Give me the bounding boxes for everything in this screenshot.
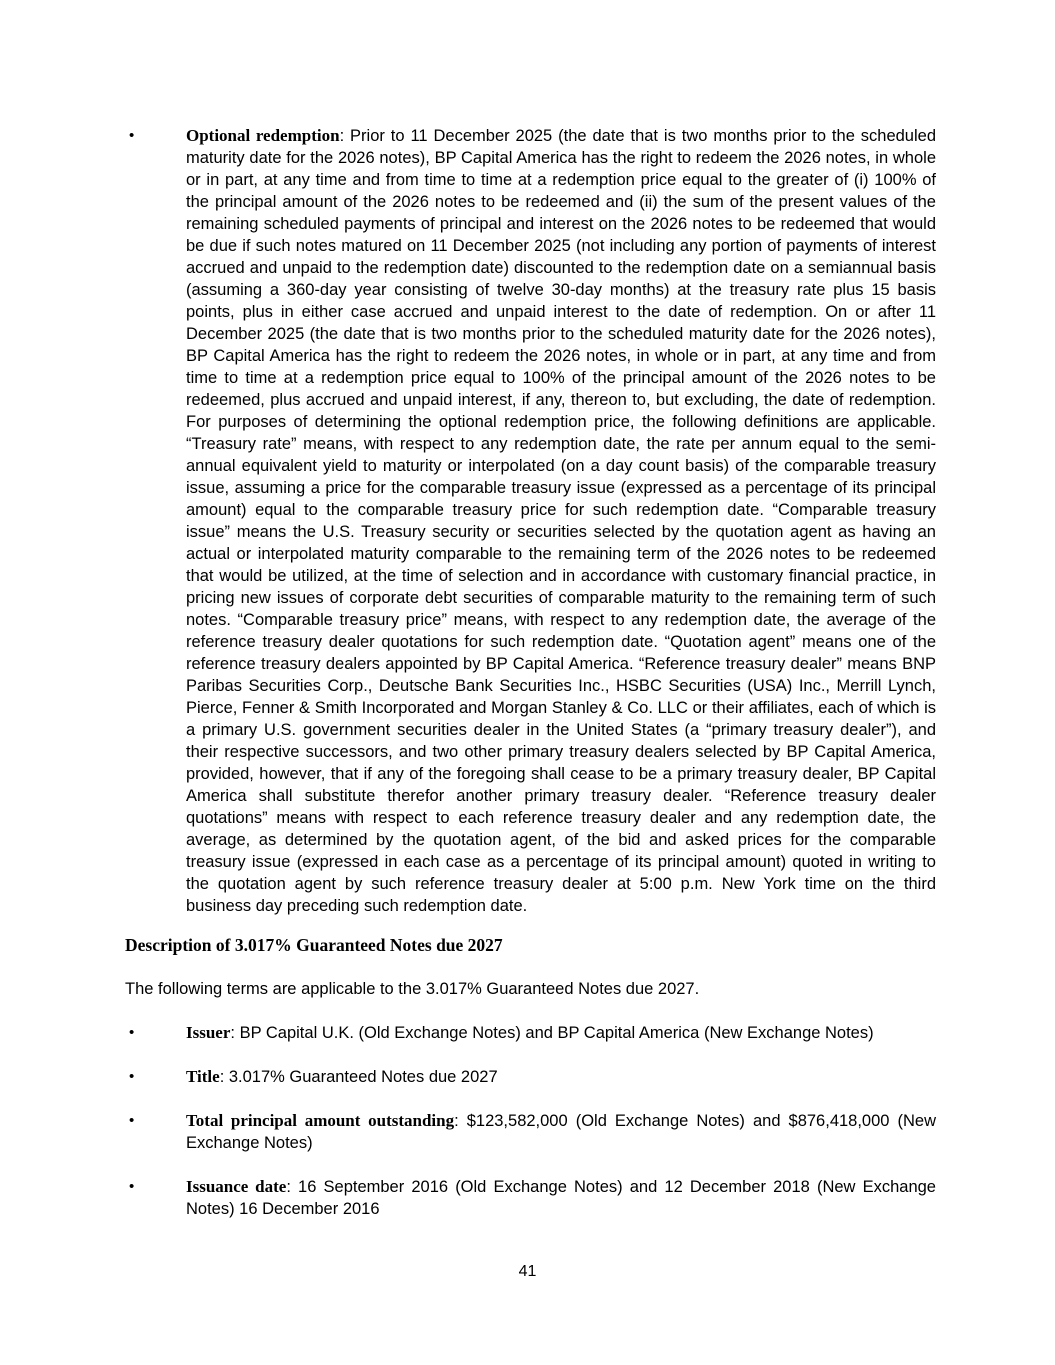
term-paragraph xyxy=(186,1110,936,1154)
optional-redemption-label: Optional redemption xyxy=(186,126,340,145)
optional-redemption-paragraph xyxy=(186,125,936,917)
term-text: : 16 September 2016 (Old Exchange Notes) and 12 December 2018 (New Exchange Notes) 16 December 2016 xyxy=(186,1178,936,1218)
bullet-icon: • xyxy=(129,1068,135,1085)
term-paragraph xyxy=(186,1176,936,1220)
term-paragraph xyxy=(186,1066,936,1088)
page-content xyxy=(125,125,936,1220)
intro-paragraph: The following terms are applicable to the 3.017% Guaranteed Notes due 2027. xyxy=(125,980,700,998)
term-text: : 3.017% Guaranteed Notes due 2027 xyxy=(219,1068,498,1086)
bullet-icon: • xyxy=(129,1178,135,1195)
term-label: Issuer xyxy=(186,1023,231,1042)
term-label: Issuance date xyxy=(186,1177,287,1196)
term-issuer xyxy=(125,1022,936,1044)
term-total-principal xyxy=(125,1110,936,1154)
term-label: Total principal amount outstanding xyxy=(186,1111,455,1130)
bullet-icon: • xyxy=(129,127,135,144)
term-label: Title xyxy=(186,1067,220,1086)
term-text: : $123,582,000 (Old Exchange Notes) and $876,418,000 (New Exchange Notes) xyxy=(186,1112,937,1152)
bullet-icon: • xyxy=(129,1024,135,1041)
term-title xyxy=(125,1066,936,1088)
section-heading: Description of 3.017% Guaranteed Notes due 2027 xyxy=(125,935,503,955)
term-text: : BP Capital U.K. (Old Exchange Notes) and BP Capital America (New Exchange Notes) xyxy=(230,1024,874,1042)
optional-redemption-bullet xyxy=(125,125,936,917)
optional-redemption-text: : Prior to 11 December 2025 (the date that is two months prior to the scheduled maturity date for the 2026 notes), BP Capital America has the right to redeem the 2026 notes, in whole or in part, at any time and from time to time at a redemption price equal to the greater of (i) 100% of the principal amount of the 2026 notes to be redeemed and (ii) the sum of the present values of the remaining scheduled payments of principal and interest on the 2026 notes to be redeemed that would be due if such notes matured on 11 December 2025 (not including any portion of payments of interest accrued and unpaid to the redemption date) discounted to the redemption date on a semiannual basis (assuming a 360-day year consisting of twelve 30-day months) at the treasury rate plus 15 basis points, plus in either case accrued and unpaid interest to the date of redemption. On or after 11 December 2025 (the date that is two months prior to the scheduled maturity date for the 2026 notes), BP Capital America has the right to redeem the 2026 notes, in whole or in part, at any time and from time to time at a redemption price equal to 100% of the principal amount of the 2026 notes to be redeemed, plus accrued and unpaid interest, if any, thereon to, but excluding, the date of redemption. For purposes of determining the optional redemption price, the following definitions are applicable. “Treasury rate” means, with respect to any redemption date, the rate per annum equal to the semi-annual equivalent yield to maturity or interpolated (on a day count basis) of the comparable treasury issue, assuming a price for the comparable treasury issue (expressed as a percentage of its principal amount) equal to the comparable treasury price for such redemption date. “Comparable treasury issue” means the U.S. Treasury security or securities selected by the quotation agent as having an actual or interpolated maturity comparable to the remaining term of the 2026 notes to be redeemed that would be utilized, at the time of selection and in accordance with customary financial practice, in pricing new issues of corporate debt securities of comparable maturity to the remaining term of such notes. “Comparable treasury price” means, with respect to any redemption date, the average of the reference treasury dealer quotations for such redemption date. “Quotation agent” means one of the reference treasury dealers appointed by BP Capital America. “Reference treasury dealer” means BNP Paribas Securities Corp., Deutsche Bank Securities Inc., HSBC Securities (USA) Inc., Merrill Lynch, Pierce, Fenner & Smith Incorporated and Morgan Stanley & Co. LLC or their affiliates, each of which is a primary U.S. government securities dealer in the United States (a “primary treasury dealer”), and their respective successors, and two other primary treasury dealers selected by BP Capital America, provided, however, that if any of the foregoing shall cease to be a primary treasury dealer, BP Capital America shall substitute therefor another primary treasury dealer. “Reference treasury dealer quotations” means with respect to each reference treasury dealer and any redemption date, the average, as determined by the quotation agent, of the bid and asked prices for the comparable treasury issue (expressed in each case as a percentage of its principal amount) quoted in writing to the quotation agent by such reference treasury dealer at 5:00 p.m. New York time on the third business day preceding such redemption date. xyxy=(186,127,937,915)
term-paragraph xyxy=(186,1022,936,1044)
term-issuance-date xyxy=(125,1176,936,1220)
page-number: 41 xyxy=(518,1263,537,1280)
bullet-icon: • xyxy=(129,1112,135,1129)
